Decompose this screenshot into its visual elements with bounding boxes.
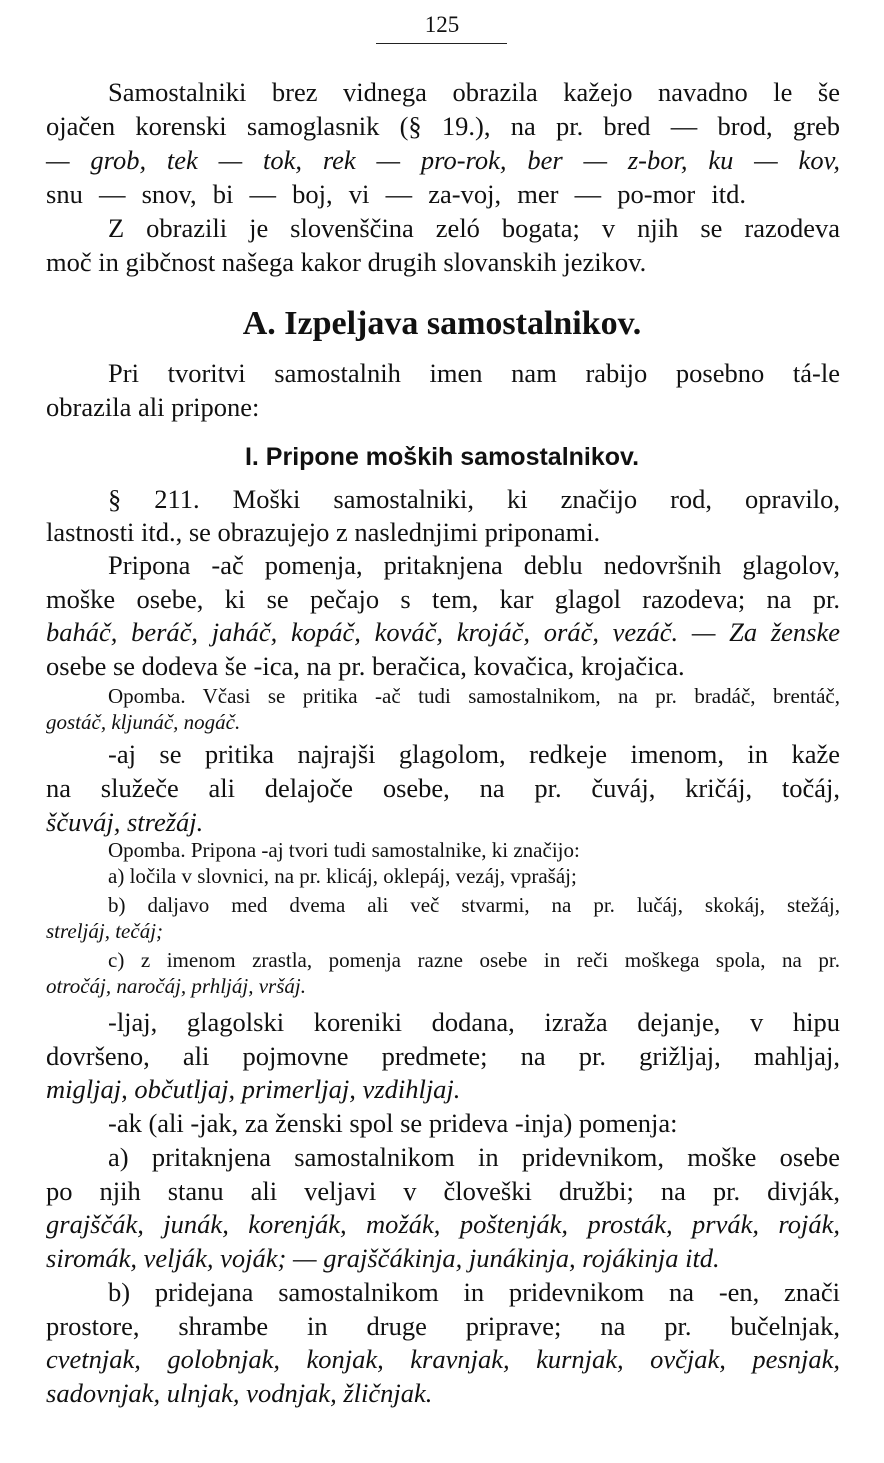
- text-line: b) pridejana samostalnikom in pridevnikom na -en, znači: [108, 1277, 840, 1307]
- text-line: na služeče ali delajoče osebe, na pr. čuváj, kričáj, točáj,: [46, 773, 840, 803]
- text-line: § 211. Moški samostalniki, ki značijo rod, opravilo,: [108, 484, 840, 514]
- text-line: grajščák, junák, korenják, možák, poštenják, prosták, prvák, roják,: [46, 1209, 840, 1239]
- text-line: Pri tvoritvi samostalnih imen nam rabijo posebno tá-le: [108, 358, 840, 388]
- text-line: prostore, shrambe in druge priprave; na pr. bučelnjak,: [46, 1311, 840, 1341]
- note-line: Opomba. Včasi se pritika -ač tudi samostalnikom, na pr. bradáč, brentáč,: [108, 684, 840, 708]
- text-line: cvetnjak, golobnjak, konjak, kravnjak, kurnjak, ovčjak, pesnjak,: [46, 1344, 840, 1374]
- section-heading-a: A. Izpeljava samostalnikov.: [242, 305, 642, 342]
- section-heading-i: I. Pripone moških samostalnikov.: [244, 443, 640, 471]
- text-line: obrazila ali pripone:: [46, 392, 260, 422]
- text-line: migljaj, občutljaj, primerljaj, vzdihljaj.: [46, 1074, 461, 1104]
- header-rule: [376, 43, 507, 44]
- text-line: -aj se pritika najrajši glagolom, redkeje imenom, in kaže: [108, 739, 840, 769]
- note-line: streljáj, tečáj;: [46, 919, 164, 943]
- text-line: moške osebe, ki se pečajo s tem, kar glagol razodeva; na pr.: [46, 584, 840, 614]
- note-line: c) z imenom zrastla, pomenja razne osebe in reči moškega spola, na pr.: [108, 948, 840, 972]
- text-line: siromák, velják, voják; — grajščákinja, junákinja, rojákinja itd.: [46, 1243, 720, 1273]
- text-line: a) pritaknjena samostalnikom in pridevnikom, moške osebe: [108, 1142, 840, 1172]
- text-line: po njih stanu ali veljavi v človeški družbi; na pr. divják,: [46, 1176, 840, 1206]
- text-line: sadovnjak, ulnjak, vodnjak, žličnjak.: [46, 1378, 433, 1408]
- text-line: -ljaj, glagolski koreniki dodana, izraža dejanje, v hipu: [108, 1007, 840, 1037]
- text-line: baháč, beráč, jaháč, kopáč, kováč, krojáč, oráč, vezáč. — Za ženske: [46, 617, 840, 647]
- text-line: ščuváj, strežáj.: [46, 807, 204, 837]
- text-line: Samostalniki brez vidnega obrazila kažejo navadno le še: [108, 77, 840, 107]
- text-line: lastnosti itd., se obrazujejo z naslednjimi priponami.: [46, 517, 601, 547]
- text-line: — grob, tek — tok, rek — pro-rok, ber — z-bor, ku — kov,: [46, 145, 840, 175]
- text-line: snu — snov, bi — boj, vi — za-voj, mer — po-mor itd.: [46, 179, 746, 209]
- text-line: ojačen korenski samoglasnik (§ 19.), na pr. bred — brod, greb: [46, 111, 840, 141]
- note-line: gostáč, kljunáč, nogáč.: [46, 710, 241, 734]
- text-line: Z obrazili je slovenščina zeló bogata; v njih se razodeva: [108, 213, 840, 243]
- text-line: osebe se dodeva še -ica, na pr. beračica, kovačica, krojačica.: [46, 651, 685, 681]
- note-line: b) daljavo med dvema ali več stvarmi, na pr. lučáj, skokáj, stežáj,: [108, 893, 840, 917]
- note-line: Opomba. Pripona -aj tvori tudi samostalnike, ki značijo:: [108, 838, 580, 862]
- text-line: moč in gibčnost našega kakor drugih slovanskih jezikov.: [46, 247, 647, 277]
- text-line: -ak (ali -jak, za ženski spol se prideva -inja) pomenja:: [108, 1108, 678, 1138]
- text-line: dovršeno, ali pojmovne predmete; na pr. grižljaj, mahljaj,: [46, 1041, 840, 1071]
- page-number: 125: [424, 12, 460, 37]
- note-line: a) ločila v slovnici, na pr. klicáj, oklepáj, vezáj, vprašáj;: [108, 864, 577, 888]
- text-line: Pripona -ač pomenja, pritaknjena deblu nedovršnih glagolov,: [108, 550, 840, 580]
- note-line: otročáj, naročáj, prhljáj, vršáj.: [46, 974, 306, 998]
